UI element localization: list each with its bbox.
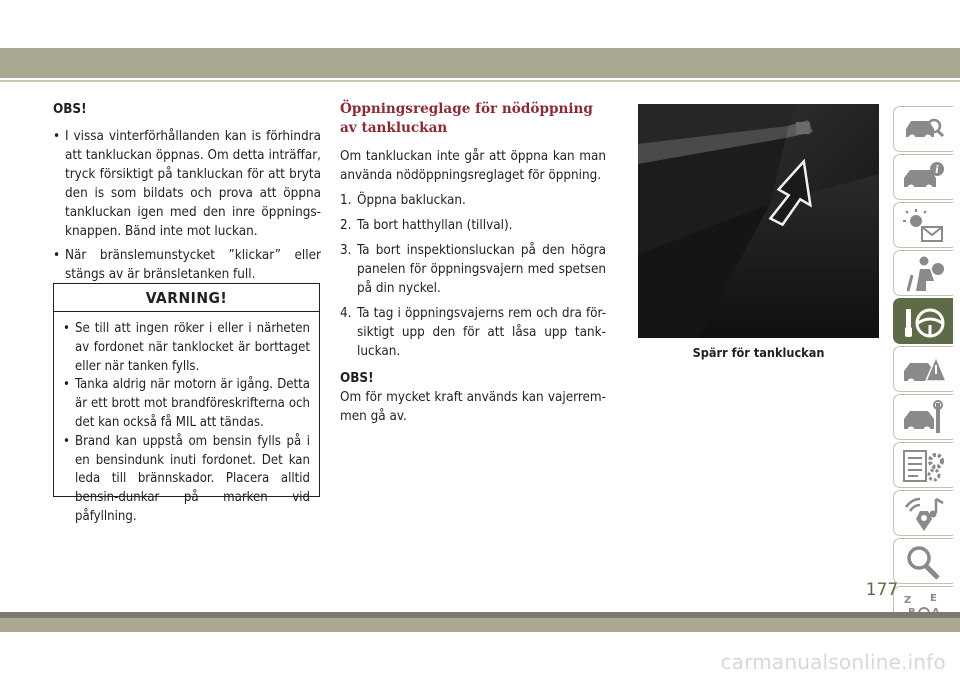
step-text: Ta bort inspektionsluckan på den högra panelen för öppningsvajern med spetsen på din nyckel. (357, 243, 606, 296)
car-tools-icon (902, 399, 946, 437)
nav-tab-car-search[interactable] (893, 106, 953, 152)
key-steering-wheel-icon (902, 303, 946, 341)
obs-text: Om för mycket kraft används kan vajerrem-men gå av. (340, 390, 606, 424)
step-number: 3. (340, 243, 352, 258)
figure-caption: Spärr för tankluckan (692, 345, 825, 360)
trunk-interior-image (638, 104, 879, 338)
svg-text:i: i (935, 165, 939, 176)
dashboard-lights-message-icon (902, 207, 946, 245)
step-text: Ta bort hatthyllan (tillval). (357, 218, 513, 233)
step-item (340, 191, 606, 210)
watermark: carmanualsonline.info (720, 650, 946, 674)
nav-tab-seat-airbag[interactable] (893, 250, 953, 296)
nav-tab-search[interactable] (893, 538, 953, 584)
warning-title: VARNING! (54, 284, 319, 312)
header-band (0, 48, 960, 78)
nav-tab-specifications[interactable] (893, 442, 953, 488)
footer-band (0, 618, 960, 632)
car-warning-icon (902, 351, 946, 389)
page-number: 177 (865, 580, 899, 600)
obs-title: OBS! (53, 102, 87, 117)
nav-tab-car-warning[interactable] (893, 346, 953, 392)
car-search-icon (902, 111, 946, 149)
header-band-line (0, 80, 960, 82)
obs-title: OBS! (340, 371, 374, 386)
multimedia-icon (902, 495, 946, 533)
nav-tab-dashboard-lights[interactable] (893, 202, 953, 248)
list-item: • I vissa vinterförhållanden kan is förhindra att tankluckan öppnas. Om detta inträffar, tryck försiktigt på tankluckan för att bryta den is som bildats och prova att öppna tankluckan igen med den inre öppnings-knappen. Bänd inte mot luckan. (53, 127, 321, 241)
seat-airbag-icon (902, 255, 946, 293)
step-text: Ta tag i öppningsvajerns rem och dra för-siktigt upp den för att låsa upp tank-luckan. (357, 306, 606, 359)
step-text: Öppna bakluckan. (357, 193, 466, 208)
nav-tab-starting-operating[interactable] (893, 298, 953, 344)
step-item (340, 241, 606, 298)
step-item (340, 304, 606, 361)
step-number: 1. (340, 193, 352, 208)
warning-box (53, 283, 320, 524)
warning-item: • Tanka aldrig när motorn är igång. Detta är ett brott mot brandföreskrifterna och det kan också få MIL att tändas. (63, 376, 310, 432)
specifications-gear-icon (902, 447, 946, 485)
step-number: 2. (340, 218, 352, 233)
step-item (340, 216, 606, 235)
nav-tab-multimedia[interactable] (893, 490, 953, 536)
warning-item: • Se till att ingen röker i eller i närheten av fordonet när tanklocket är borttaget eller när tanken fylls. (63, 320, 310, 376)
intro-paragraph: Om tankluckan inte går att öppna kan man använda nödöppningsreglaget för öppning. (340, 149, 606, 183)
trunk-photo (638, 104, 879, 338)
nav-tab-car-tools[interactable] (893, 394, 953, 440)
left-column (53, 100, 321, 289)
warning-item: • Brand kan uppstå om bensin fylls på i en bensindunk inuti fordonet. Det kan leda till brännskador. Placera alltid bensin-dunkar på marken vid påfyllning. (63, 433, 310, 527)
section-heading: Öppningsreglage för nödöppning av tankluckan (340, 101, 593, 136)
svg-text:Z: Z (904, 595, 912, 606)
car-info-icon (902, 159, 946, 197)
nav-tab-car-info[interactable] (893, 154, 953, 200)
list-item: • När bränslemunstycket ”klickar” eller stängs av är bränsletanken full. (53, 246, 321, 284)
step-number: 4. (340, 306, 352, 321)
middle-column (340, 100, 606, 432)
search-icon (902, 543, 946, 581)
warning-list (54, 312, 319, 527)
svg-text:E: E (930, 593, 937, 604)
